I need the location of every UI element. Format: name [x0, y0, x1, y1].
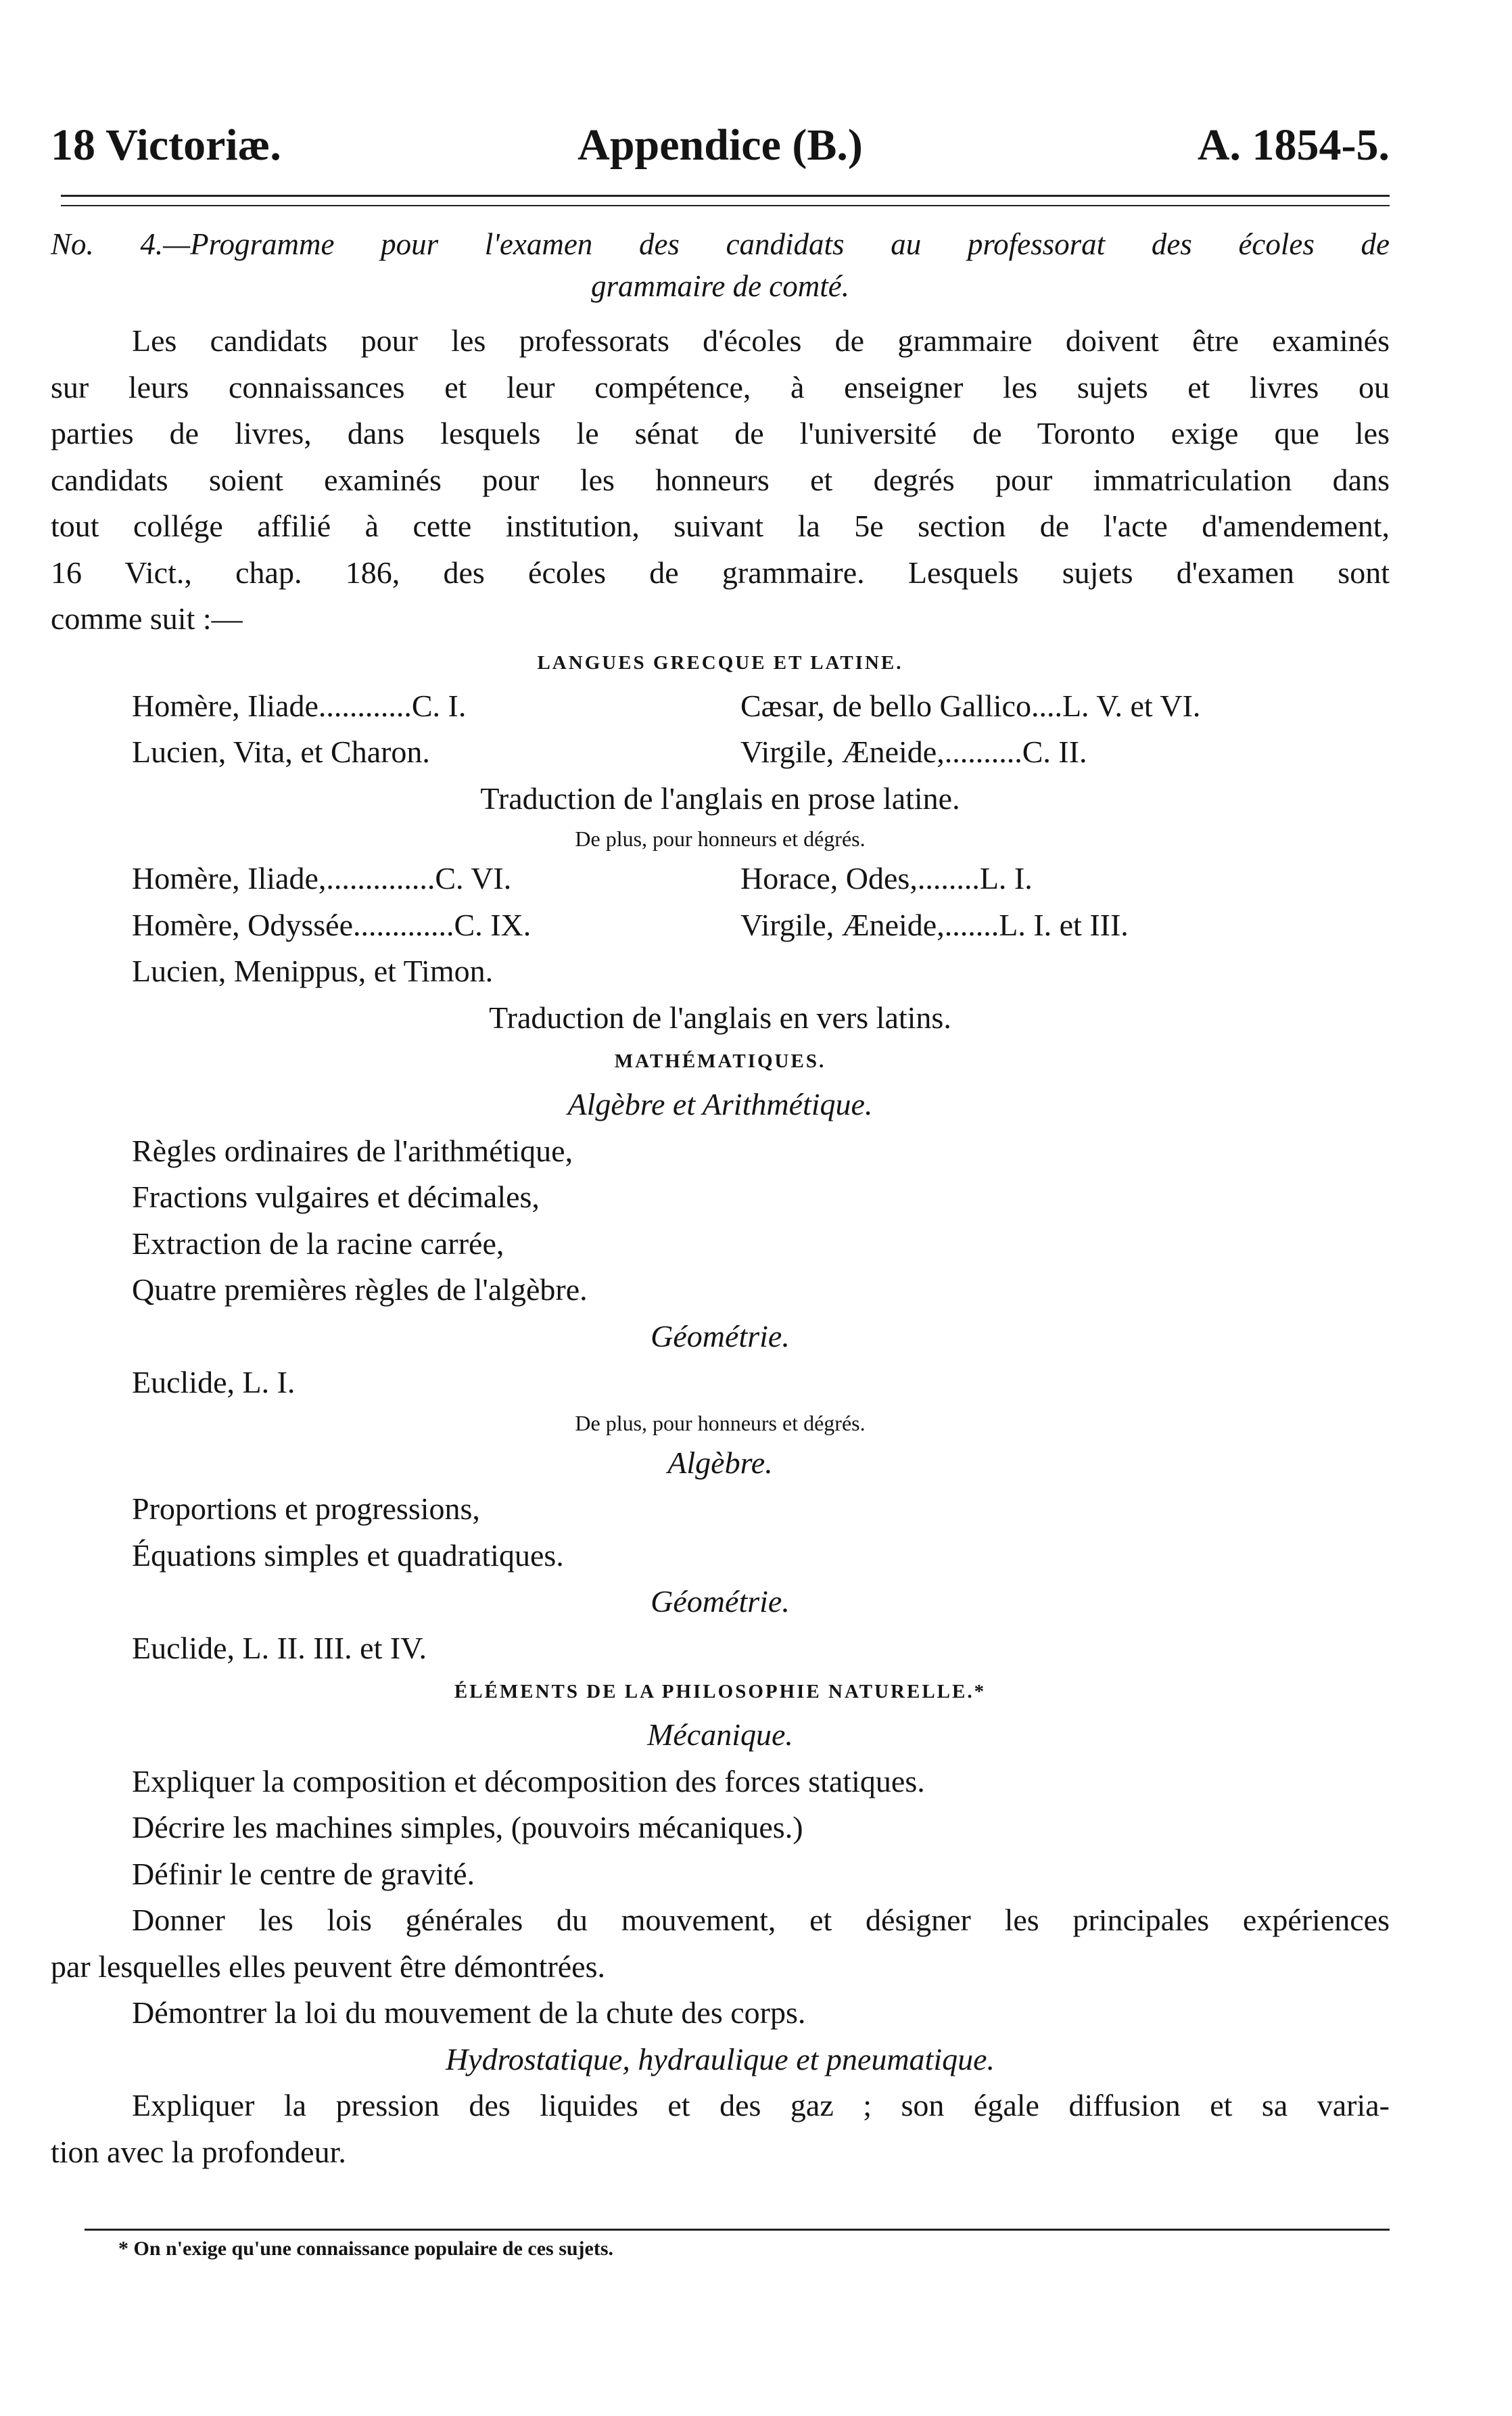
langues-cell: Homère, Iliade............C. I.: [132, 688, 467, 723]
title-line-2: grammaire de comté.: [591, 269, 849, 303]
physique-item: Démontrer la loi du mouvement de la chute des corps.: [132, 1995, 806, 2030]
langues-cell: Virgile, Æneide,.......L. I. et III.: [740, 907, 1129, 942]
langues-cell: Horace, Odes,........L. I.: [740, 861, 1033, 896]
langues-row: [51, 902, 1390, 949]
heading-math: MATHÉMATIQUES.: [614, 1050, 826, 1072]
physique-para-line: Donner les lois générales du mouvement, et désigner les principales expériences: [132, 1903, 1390, 1937]
section-title: [51, 223, 1390, 307]
intro-line: Les candidats pour les professorats d'écoles de grammaire doivent être examinés: [132, 323, 1390, 358]
header-center: Appendice (B.): [577, 120, 863, 170]
math-item: Fractions vulgaires et décimales,: [132, 1180, 540, 1214]
title-line-1: No. 4.—Programme pour l'examen des candidats au professorat des écoles de: [51, 227, 1390, 261]
physique-item: Expliquer la composition et décomposition des forces statiques.: [132, 1763, 925, 1798]
heading-langues: LANGUES GRECQUE ET LATINE.: [537, 651, 903, 674]
math-item: Quatre premières règles de l'algèbre.: [132, 1272, 588, 1307]
document-page: [51, 0, 1390, 2416]
document-body: [51, 318, 1390, 2175]
traduction-prose: Traduction de l'anglais en prose latine.: [480, 781, 960, 816]
intro-line: 16 Vict., chap. 186, des écoles de grammaire. Lesquels sujets d'examen sont: [51, 555, 1390, 590]
math-item: Règles ordinaires de l'arithmétique,: [132, 1133, 573, 1168]
langues-row: [51, 948, 1390, 995]
intro-line: parties de livres, dans lesquels le sénat de l'université de Toronto exige que les: [51, 416, 1390, 450]
math-item: Euclide, L. I.: [132, 1365, 296, 1399]
langues-cell: Cæsar, de bello Gallico....L. V. et VI.: [740, 688, 1201, 723]
langues-cell: Virgile, Æneide,..........C. II.: [740, 735, 1087, 769]
math-item: Équations simples et quadratiques.: [132, 1537, 564, 1573]
header-right: A. 1854-5.: [1197, 120, 1390, 170]
subheading-hydro: Hydrostatique, hydraulique et pneumatique.: [445, 2041, 995, 2076]
langues-cell: Lucien, Menippus, et Timon.: [132, 954, 494, 988]
physique-item: Décrire les machines simples, (pouvoirs mécaniques.): [132, 1810, 803, 1844]
footnote: * On n'exige qu'une connaissance populaire de ces sujets.: [118, 2237, 614, 2260]
traduction-vers: Traduction de l'anglais en vers latins.: [489, 1000, 951, 1035]
header-rule: [61, 195, 1390, 206]
heading-physique: ÉLÉMENTS DE LA PHILOSOPHIE NATURELLE.*: [454, 1681, 987, 1702]
subheading-algebre: Algèbre.: [667, 1445, 773, 1480]
langues-row: [51, 856, 1390, 902]
langues-cell: Lucien, Vita, et Charon.: [132, 735, 430, 769]
footnote-rule: [85, 2229, 1390, 2231]
physique-item: Définir le centre de gravité.: [132, 1856, 475, 1891]
subheading-mecanique: Mécanique.: [647, 1717, 793, 1752]
intro-line: tout collége affilié à cette institution, suivant la 5e section de l'acte d'amendement,: [51, 509, 1390, 543]
page-header: [51, 115, 1390, 176]
intro-line: sur leurs connaissances et leur compétence, à enseigner les sujets et livres ou: [51, 369, 1390, 404]
math-item: Euclide, L. II. III. et IV.: [132, 1630, 427, 1665]
subheading-geometrie-2: Géométrie.: [651, 1584, 790, 1619]
physique-para-line: Expliquer la pression des liquides et des gaz ; son égale diffusion et sa varia-: [132, 2088, 1390, 2122]
physique-para-line: tion avec la profondeur.: [51, 2134, 346, 2169]
math-item: Proportions et progressions,: [132, 1491, 480, 1526]
math-item: Extraction de la racine carrée,: [132, 1226, 504, 1261]
langues-cell: Homère, Iliade,..............C. VI.: [132, 861, 512, 896]
de-plus-math: De plus, pour honneurs et dégrés.: [575, 1410, 866, 1435]
intro-line: comme suit :—: [51, 601, 243, 636]
physique-para-line: par lesquelles elles peuvent être démontrées.: [51, 1949, 606, 1984]
subheading-algebre-arith: Algèbre et Arithmétique.: [567, 1087, 873, 1121]
intro-line: candidats soient examinés pour les honneurs et degrés pour immatriculation dans: [51, 462, 1390, 497]
langues-row: [51, 683, 1390, 730]
subheading-geometrie: Géométrie.: [651, 1318, 790, 1353]
header-left: 18 Victoriæ.: [51, 120, 281, 170]
langues-row: [51, 729, 1390, 776]
langues-cell: Homère, Odyssée.............C. IX.: [132, 907, 531, 942]
de-plus-langues: De plus, pour honneurs et dégrés.: [575, 827, 866, 851]
